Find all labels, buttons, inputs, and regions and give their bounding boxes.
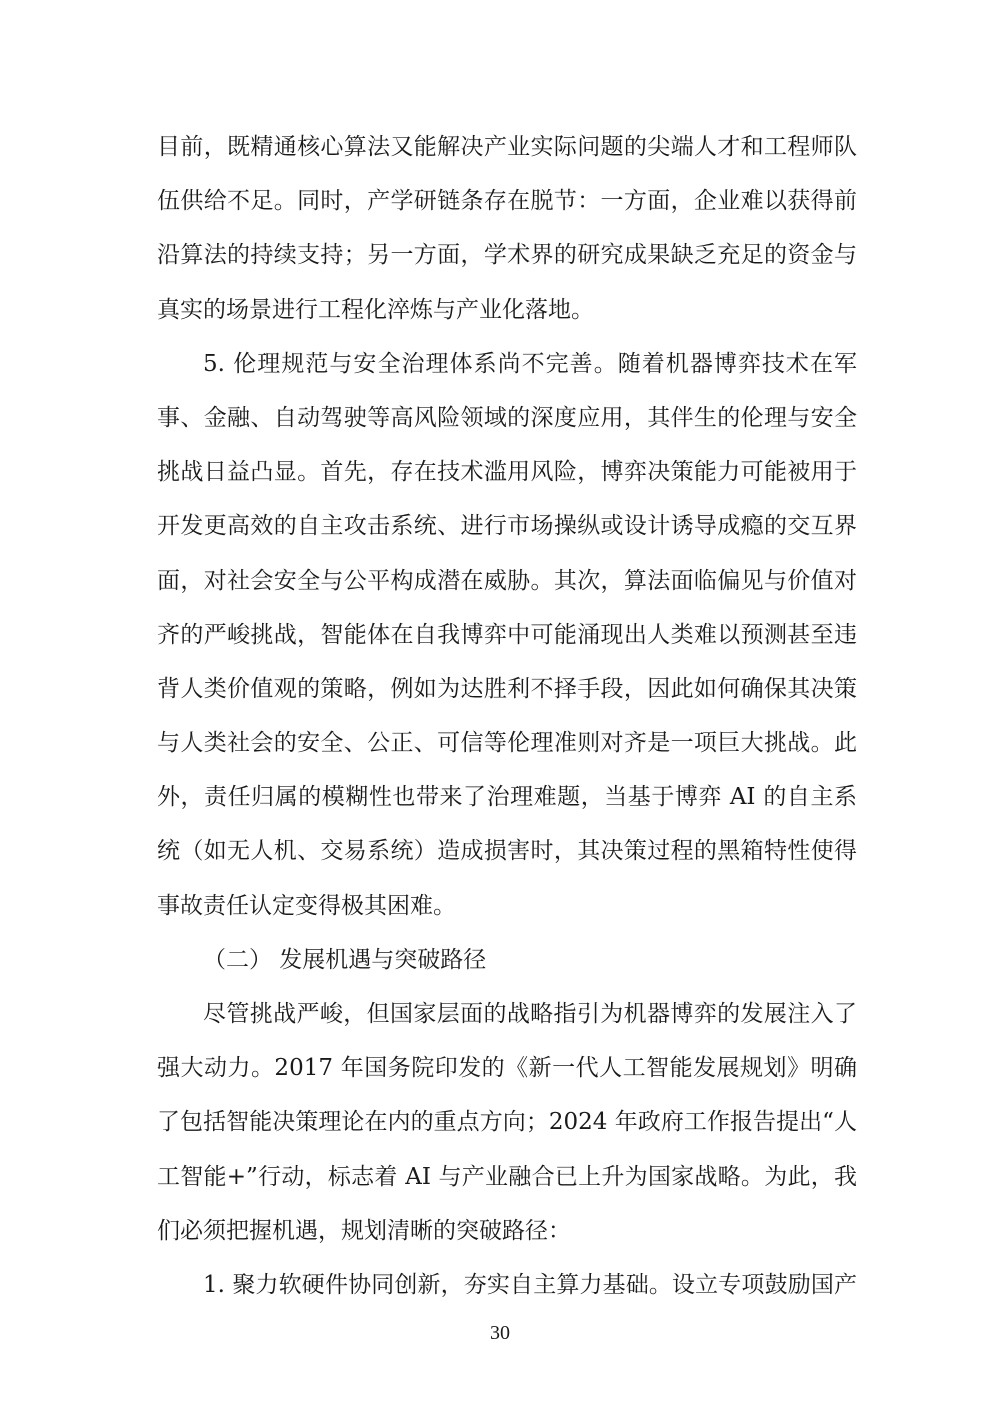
text-line: 背人类价值观的策略，例如为达胜利不择手段，因此如何确保其决策 [157, 675, 857, 702]
text-line: 1. 聚力软硬件协同创新，夯实自主算力基础。设立专项鼓励国产 [203, 1271, 857, 1298]
text-line: 与人类社会的安全、公正、可信等伦理准则对齐是一项巨大挑战。此 [157, 730, 857, 757]
text-line: 外，责任归属的模糊性也带来了治理难题，当基于博弈 AI 的自主系 [157, 784, 857, 811]
text-line: 真实的场景进行工程化淬炼与产业化落地。 [157, 296, 594, 323]
text-line: 强大动力。2017 年国务院印发的《新一代人工智能发展规划》明确 [157, 1055, 857, 1082]
text-line: 面，对社会安全与公平构成潜在威胁。其次，算法面临偏见与价值对 [157, 567, 857, 594]
text-line: 齐的严峻挑战，智能体在自我博弈中可能涌现出人类难以预测甚至违 [157, 621, 857, 648]
text-line: 开发更高效的自主攻击系统、进行市场操纵或设计诱导成瘾的交互界 [157, 513, 857, 540]
text-line: 沿算法的持续支持；另一方面，学术界的研究成果缺乏充足的资金与 [157, 242, 857, 269]
text-line: 挑战日益凸显。首先，存在技术滥用风险，博弈决策能力可能被用于 [157, 459, 857, 486]
section-heading: （二） 发展机遇与突破路径 [203, 946, 487, 973]
page-number: 30 [490, 1322, 510, 1344]
text-line: 事故责任认定变得极其困难。 [157, 892, 456, 919]
text-line: 伍供给不足。同时，产学研链条存在脱节：一方面，企业难以获得前 [157, 188, 857, 215]
text-line: 统（如无人机、交易系统）造成损害时，其决策过程的黑箱特性使得 [157, 838, 857, 865]
body-text [157, 120, 857, 1312]
text-line: 尽管挑战严峻，但国家层面的战略指引为机器博弈的发展注入了 [203, 1001, 857, 1027]
text-line: 5. 伦理规范与安全治理体系尚不完善。随着机器博弈技术在军 [203, 350, 857, 377]
text-line: 了包括智能决策理论在内的重点方向；2024 年政府工作报告提出“人 [157, 1109, 857, 1136]
text-line: 工智能+”行动，标志着 AI 与产业融合已上升为国家战略。为此，我 [157, 1163, 857, 1190]
text-line: 目前，既精通核心算法又能解决产业实际问题的尖端人才和工程师队 [157, 134, 857, 160]
text-line: 事、金融、自动驾驶等高风险领域的深度应用，其伴生的伦理与安全 [157, 404, 857, 431]
text-line: 们必须把握机遇，规划清晰的突破路径： [157, 1217, 571, 1244]
